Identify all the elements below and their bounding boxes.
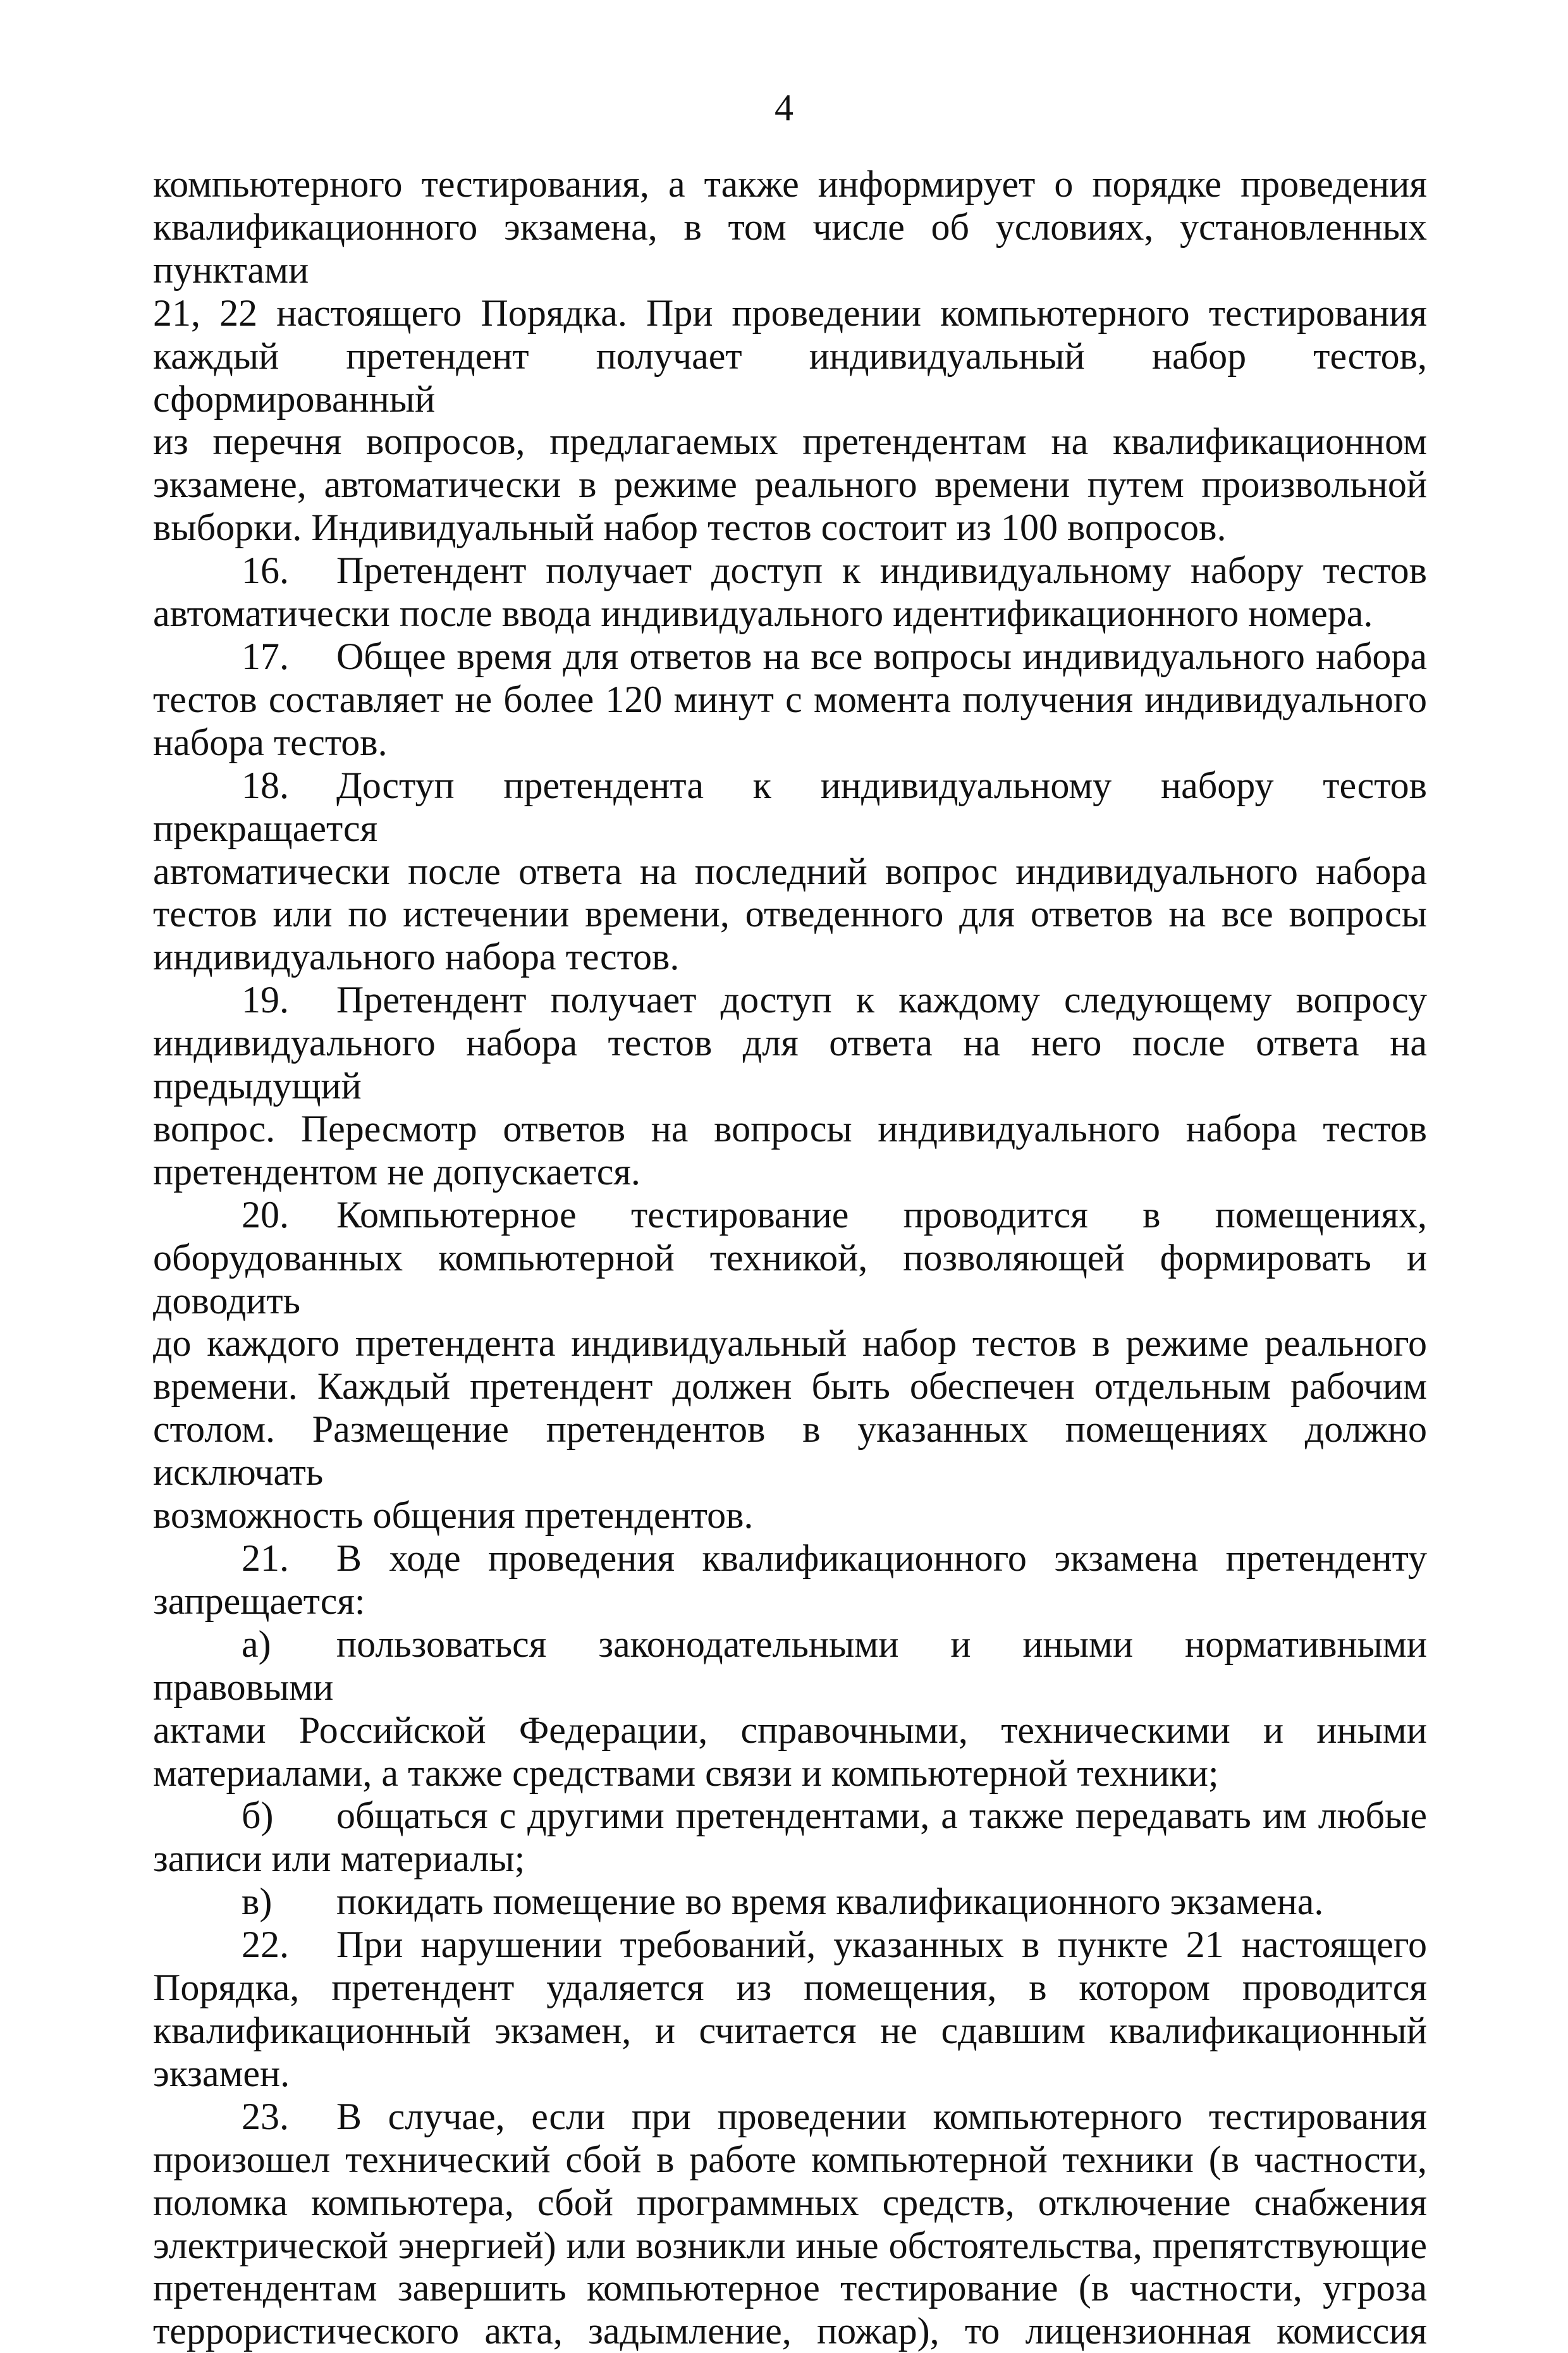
paragraph-text: общаться с другими претендентами, а также передавать им любые [336,1795,1427,1837]
paragraph-line [153,2053,1427,2096]
paragraph-line [153,1151,1427,1194]
paragraph-text: тестов составляет не более 120 минут с момента получения индивидуального [153,678,1427,720]
paragraph-text: поломка компьютера, сбой программных средств, отключение снабжения [153,2181,1427,2223]
paragraph-line [153,1967,1427,2010]
paragraph-number: 19. [242,979,289,1021]
paragraph-text: записи или материалы; [153,1838,525,1880]
paragraph-text: набора тестов. [153,721,388,763]
paragraph-text: покидать помещение во время квалификационного экзамена. [336,1881,1324,1923]
paragraph-line [153,507,1427,550]
paragraph-line [153,550,1427,593]
paragraph-line [153,936,1427,979]
paragraph-line [153,1022,1427,1108]
paragraph-line [153,2225,1427,2268]
paragraph-text: Претендент получает доступ к каждому следующему вопросу [336,979,1427,1021]
paragraph-number: 23. [242,2095,289,2137]
paragraph-line [153,2182,1427,2225]
paragraph-line [153,1881,1427,1924]
paragraph-text: электрической энергией) или возникли иные обстоятельства, препятствующие [153,2224,1427,2266]
paragraph-text: претендентом не допускается. [153,1150,640,1193]
paragraph-text: экзамене, автоматически в режиме реального времени путем произвольной [153,464,1427,506]
paragraph-line [153,1408,1427,1494]
paragraph-line [153,893,1427,936]
paragraph-text: до каждого претендента индивидуальный набор тестов в режиме реального [153,1322,1427,1365]
paragraph-number: б) [242,1795,274,1837]
paragraph-number: 22. [242,1924,289,1966]
paragraph-line [153,679,1427,722]
paragraph-line [153,335,1427,421]
paragraph-number: 21. [242,1537,289,1579]
paragraph-text: актами Российской Федерации, справочными, техническими и иными [153,1709,1427,1751]
paragraph-text: террористического акта, задымление, пожар), то лицензионная комиссия [153,2310,1427,2352]
paragraph-line [153,2010,1427,2053]
paragraph-text: материалами, а также средствами связи и компьютерной техники; [153,1752,1219,1794]
paragraph-text: из перечня вопросов, предлагаемых претендентам на квалификационном [153,421,1427,463]
paragraph-text: квалификационного экзамена, в том числе об условиях, установленных пунктами [153,206,1427,291]
paragraph-line [153,636,1427,679]
paragraph-number: 17. [242,635,289,677]
paragraph-line [153,2310,1427,2353]
paragraph-line [153,1838,1427,1881]
paragraph-line [153,1108,1427,1151]
paragraph-text: произошел технический сбой в работе компьютерной техники (в частности, [153,2138,1427,2180]
paragraph-text: 21, 22 настоящего Порядка. При проведении компьютерного тестирования [153,292,1427,334]
paragraph-line [153,421,1427,464]
paragraph-line [153,1194,1427,1237]
page-number: 4 [775,87,793,128]
paragraph-text: экзамен. [153,2052,290,2094]
paragraph-text: тестов или по истечении времени, отведенного для ответов на все вопросы [153,893,1427,935]
paragraph-text: индивидуального набора тестов. [153,936,680,978]
paragraph-line [153,1795,1427,1838]
paragraph-text: В случае, если при проведении компьютерного тестирования [336,2095,1427,2137]
paragraph-line [153,1709,1427,1752]
paragraph-line [153,1494,1427,1537]
paragraph-text: автоматически после ответа на последний вопрос индивидуального набора [153,850,1427,892]
paragraph-line [153,979,1427,1022]
paragraph-number: а) [242,1623,271,1665]
paragraph-line [153,292,1427,335]
paragraph-text: столом. Размещение претендентов в указанных помещениях должно исключать [153,1408,1427,1494]
paragraph-text: Компьютерное тестирование проводится в помещениях, [336,1193,1427,1236]
paragraph-text: компьютерного тестирования, а также информирует о порядке проведения [153,163,1427,205]
paragraph-number: в) [242,1881,273,1923]
paragraph-text: индивидуального набора тестов для ответа на него после ответа на предыдущий [153,1022,1427,1107]
paragraph-line [153,1365,1427,1408]
paragraph-line [153,851,1427,894]
paragraph-line [153,1322,1427,1365]
paragraph-line [153,2139,1427,2182]
paragraph-line [153,1237,1427,1323]
paragraph-line [153,2096,1427,2139]
document-body [153,163,1427,2353]
paragraph-line [153,722,1427,765]
paragraph-line [153,765,1427,851]
paragraph-text: времени. Каждый претендент должен быть обеспечен отдельным рабочим [153,1365,1427,1408]
paragraph-text: Общее время для ответов на все вопросы индивидуального набора [336,635,1427,677]
paragraph-text: Порядка, претендент удаляется из помещения, в котором проводится [153,1967,1427,2009]
paragraph-line [153,1924,1427,1967]
paragraph-text: запрещается: [153,1580,365,1622]
paragraph-line [153,593,1427,636]
paragraph-text: Претендент получает доступ к индивидуальному набору тестов [336,550,1427,592]
paragraph-text: пользоваться законодательными и иными нормативными правовыми [153,1623,1427,1708]
paragraph-text: Доступ претендента к индивидуальному набору тестов прекращается [153,764,1427,849]
paragraph-text: выборки. Индивидуальный набор тестов состоит из 100 вопросов. [153,507,1227,549]
paragraph-line [153,163,1427,206]
paragraph-number: 18. [242,764,289,806]
paragraph-text: каждый претендент получает индивидуальный набор тестов, сформированный [153,335,1427,420]
paragraph-number: 20. [242,1193,289,1236]
paragraph-text: вопрос. Пересмотр ответов на вопросы индивидуального набора тестов [153,1107,1427,1150]
paragraph-line [153,1752,1427,1795]
paragraph-text: претендентам завершить компьютерное тестирование (в частности, угроза [153,2267,1427,2309]
paragraph-line [153,1580,1427,1623]
paragraph-text: возможность общения претендентов. [153,1494,754,1537]
paragraph-line [153,1537,1427,1580]
paragraph-text: оборудованных компьютерной техникой, позволяющей формировать и доводить [153,1236,1427,1322]
paragraph-line [153,206,1427,292]
paragraph-text: В ходе проведения квалификационного экзамена претенденту [336,1537,1427,1579]
paragraph-text: автоматически после ввода индивидуального идентификационного номера. [153,593,1373,635]
paragraph-number: 16. [242,550,289,592]
paragraph-text: При нарушении требований, указанных в пункте 21 настоящего [336,1924,1427,1966]
paragraph-line [153,2267,1427,2310]
paragraph-line [153,464,1427,507]
paragraph-text: квалификационный экзамен, и считается не сдавшим квалификационный [153,2009,1427,2051]
paragraph-line [153,1623,1427,1709]
